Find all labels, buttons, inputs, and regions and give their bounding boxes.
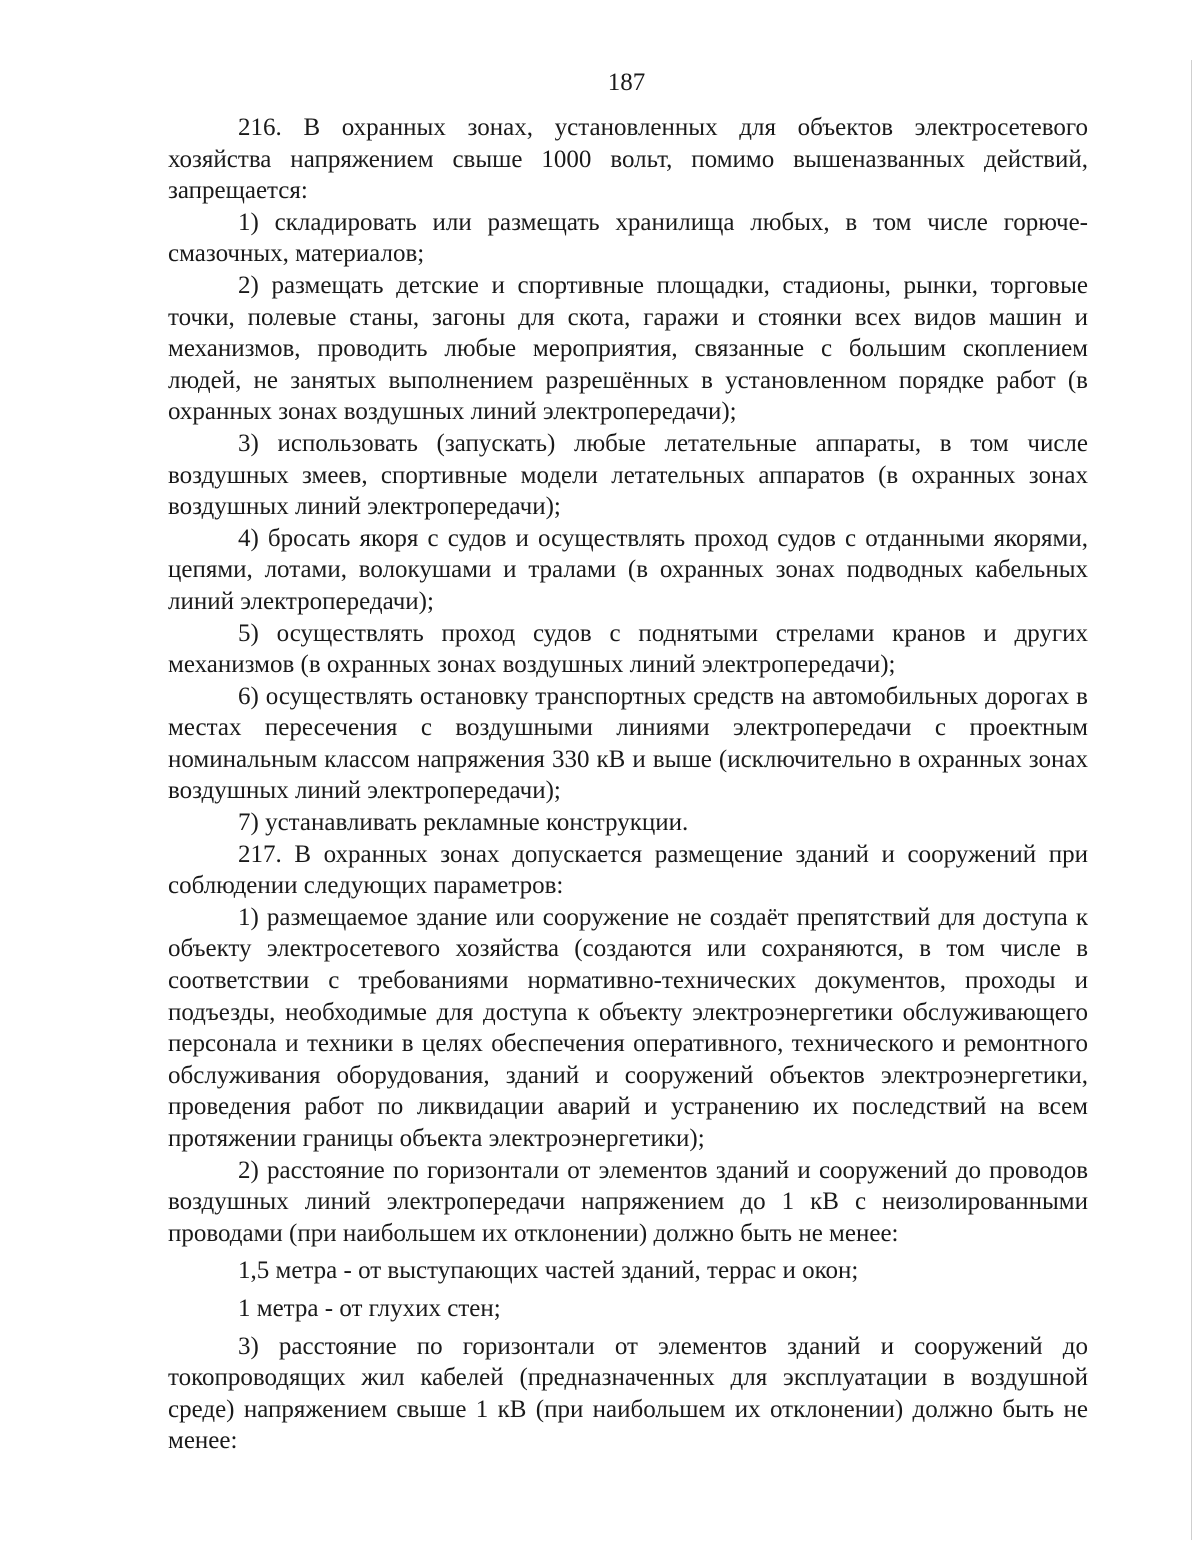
document-body bbox=[168, 112, 1088, 1457]
list-item-216-3: 3) использовать (запускать) любые летательные аппараты, в том числе воздушных змеев, спортивные модели летательных аппаратов (в охранных зонах воздушных линий электропередачи); bbox=[168, 429, 1088, 521]
paragraph-216-intro: 216. В охранных зонах, установленных для объектов электросетевого хозяйства напряжением свыше 1000 вольт, помимо вышеназванных действий, запрещается: bbox=[168, 114, 1088, 205]
list-item-216-6: 6) осуществлять остановку транспортных средств на автомобильных дорогах в местах пересечения с воздушными линиями электропередачи с проектным номинальным классом напряжения 330 кВ и выше (исключительно в охранных зонах воздушных линий электропередачи); bbox=[168, 682, 1088, 805]
list-item-216-1: 1) складировать или размещать хранилища любых, в том числе горюче-смазочных, материалов; bbox=[168, 208, 1088, 268]
distance-line-1: 1,5 метра - от выступающих частей зданий, террас и окон; bbox=[238, 1257, 859, 1285]
scan-edge-line bbox=[1191, 60, 1192, 1540]
list-item-216-5: 5) осуществлять проход судов с поднятыми стрелами кранов и других механизмов (в охранных зонах воздушных линий электропередачи); bbox=[168, 619, 1088, 679]
distance-line-2: 1 метра - от глухих стен; bbox=[238, 1294, 501, 1322]
list-item-217-3: 3) расстояние по горизонтали от элементов зданий и сооружений до токопроводящих жил кабелей (предназначенных для эксплуатации в воздушной среде) напряжением свыше 1 кВ (при наибольшем их отклонении) должно быть не менее: bbox=[168, 1332, 1088, 1455]
page-number: 187 bbox=[607, 69, 646, 96]
list-item-216-7: 7) устанавливать рекламные конструкции. bbox=[238, 809, 689, 837]
list-item-216-4: 4) бросать якоря с судов и осуществлять проход судов с отданными якорями, цепями, лотами, волокушами и тралами (в охранных зонах подводных кабельных линий электропередачи); bbox=[168, 524, 1088, 615]
list-item-217-2: 2) расстояние по горизонтали от элементов зданий и сооружений до проводов воздушных линий электропередачи напряжением до 1 кВ с неизолированными проводами (при наибольшем их отклонении) должно быть не менее: bbox=[168, 1156, 1088, 1247]
list-item-217-1: 1) размещаемое здание или сооружение не создаёт препятствий для доступа к объекту электросетевого хозяйства (создаются или сохраняются, в том числе в соответствии с требованиями нормативно-технических документов, проходы и подъезды, необходимые для доступа к объекту электроэнергетики обслуживающего персонала и техники в целях обеспечения оперативного, технического и ремонтного обслуживания оборудования, зданий и сооружений объектов электроэнергетики, проведения работ по ликвидации аварий и устранению их последствий на всем протяжении границы объекта электроэнергетики); bbox=[168, 903, 1088, 1152]
paragraph-217-intro: 217. В охранных зонах допускается размещение зданий и сооружений при соблюдении следующих параметров: bbox=[168, 840, 1088, 900]
list-item-216-2: 2) размещать детские и спортивные площадки, стадионы, рынки, торговые точки, полевые станы, загоны для скота, гаражи и стоянки всех видов машин и механизмов, проводить любые мероприятия, связанные с большим скоплением людей, не занятых выполнением разрешённых в установленном порядке работ (в охранных зонах воздушных линий электропередачи); bbox=[168, 271, 1088, 426]
